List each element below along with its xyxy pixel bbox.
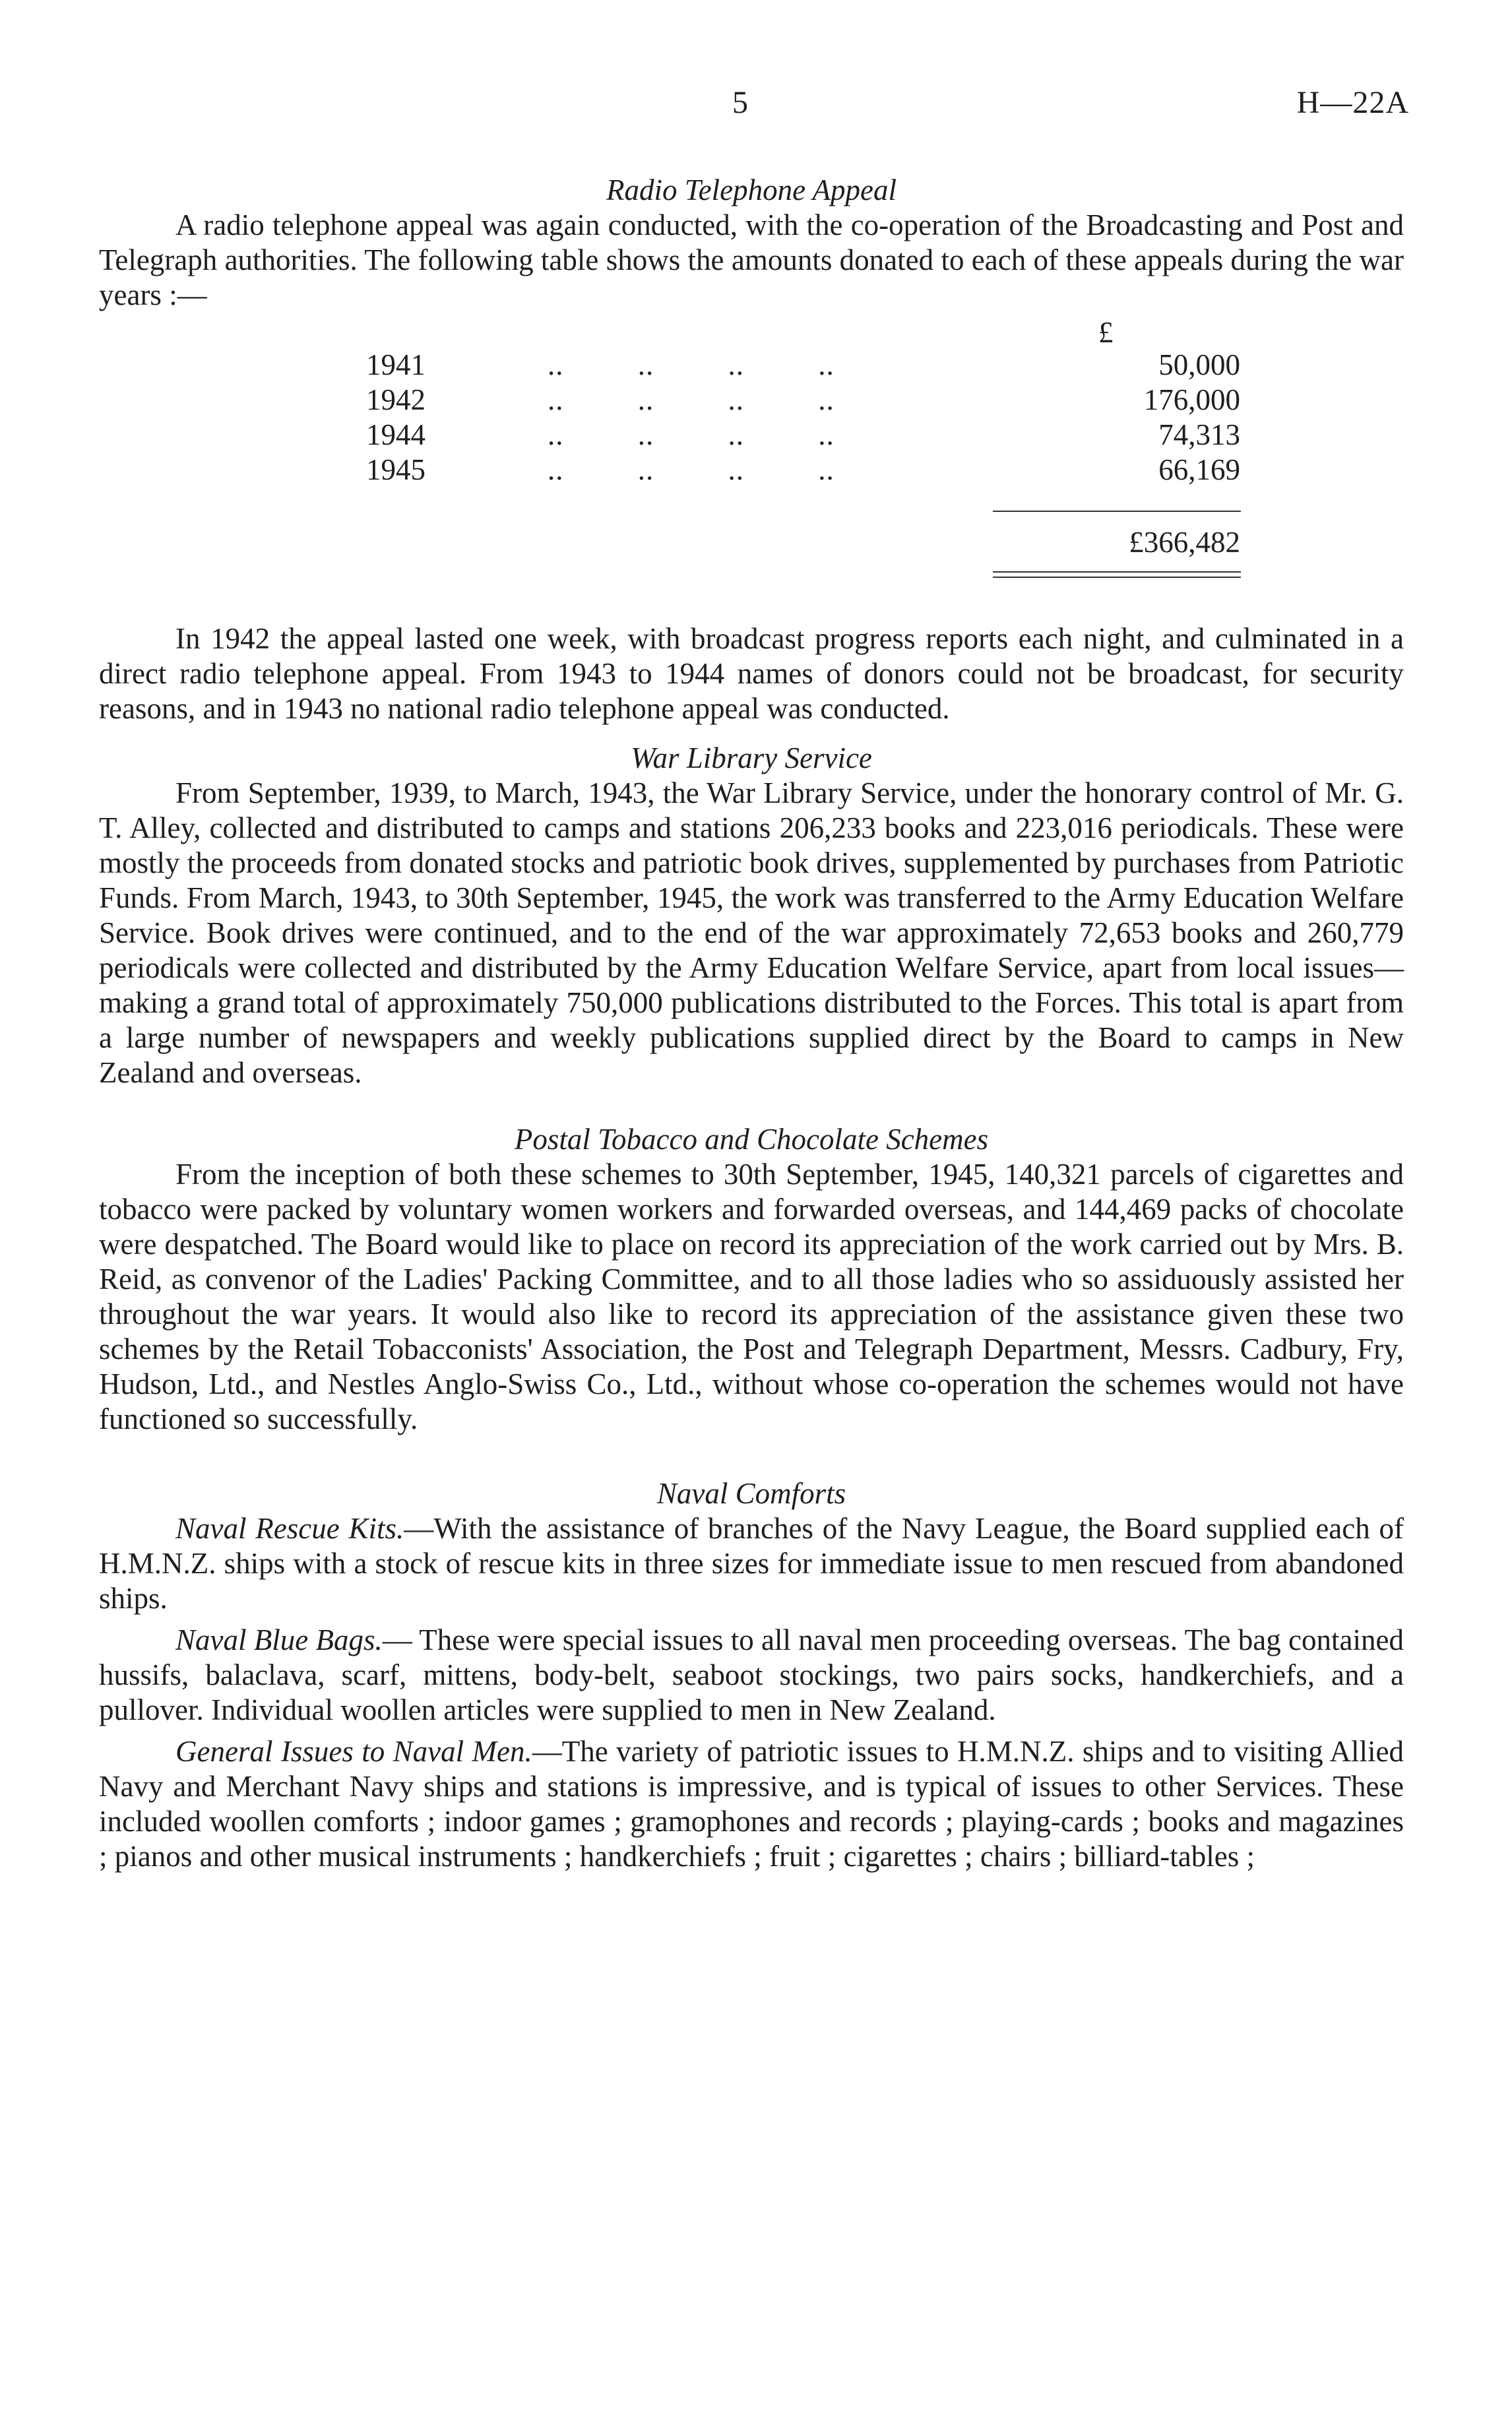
appeal-amounts-table [99,313,1404,590]
table-cell-year: 1944 [366,418,425,451]
document-reference: H—22A [1296,85,1409,120]
table-leader-dots: .. .. .. .. [548,383,835,416]
table-leader-dots: .. .. .. .. [548,348,835,381]
table-leader-dots: .. .. .. .. [548,453,835,486]
table-cell-year: 1945 [366,453,425,486]
naval-rescue-kits-body: —With the assistance of branches of the Navy League, the Board supplied each of H.M.N.Z. ships with a stock of rescue kits in three sizes for immediate issue to men rescued from abandoned ships. [99,1512,1404,1615]
tobacco-chocolate-heading: Postal Tobacco and Chocolate Schemes [514,1123,989,1156]
page-content [99,173,1404,1874]
spacer [99,1437,1404,1476]
table-cell-year: 1942 [366,383,425,416]
war-library-body: From September, 1939, to March, 1943, the War Library Service, under the honorary control of Mr. G. T. Alley, collected and distributed to camps and stations 206,233 books and 223,016 periodicals. These were mostly the proceeds from donated stocks and patriotic book drives, supplemented by purchases from Patriotic Funds. From March, 1943, to 30th September, 1945, the work was transferred to the Army Education Welfare Service. Book drives were continued, and to the end of the war approximately 72,653 books and 260,779 periodicals were collected and distributed by the Army Education Welfare Service, apart from local issues—making a grand total of approximately 750,000 publications distributed to the Forces. This total is apart from a large number of newspapers and weekly publications supplied direct by the Board to camps in New Zealand and overseas. [99,776,1404,1089]
naval-blue-bags-body: — These were special issues to all naval men proceeding overseas. The bag contained hussifs, balaclava, scarf, mittens, body-belt, seaboot stockings, two pairs socks, handkerchiefs, and a pullover. Individual woollen articles were supplied to men in New Zealand. [99,1623,1404,1726]
naval-blue-bags-paragraph [99,1623,1404,1728]
table-row [366,383,1240,418]
table-cell-amount: 66,169 [1158,453,1240,486]
table-row [366,348,1240,383]
naval-blue-bags-title: Naval Blue Bags. [175,1623,383,1656]
table-cell-amount: 176,000 [1143,383,1240,416]
table-cell-amount: 74,313 [1158,418,1240,451]
radio-appeal-summary: In 1942 the appeal lasted one week, with broadcast progress reports each night, and culminated in a direct radio telephone appeal. From 1943 to 1944 names of donors could not be broadcast, for security reasons, and in 1943 no national radio telephone appeal was conducted. [99,622,1404,725]
tobacco-chocolate-body: From the inception of both these schemes to 30th September, 1945, 140,321 parcels of cigarettes and tobacco were packed by voluntary women workers and forwarded overseas, and 144,469 packs of chocolate were despatched. The Board would like to place on record its appreciation of the work carried out by Mrs. B. Reid, as convenor of the Ladies' Packing Committee, and to all those ladies who so assiduously assisted her throughout the war years. It would also like to record its appreciation of the assistance given these two schemes by the Retail Tobacconists' Association, the Post and Telegraph Department, Messrs. Cadbury, Fry, Hudson, Ltd., and Nestles Anglo-Swiss Co., Ltd., without whose co-operation the schemes would not have functioned so successfully. [99,1158,1404,1435]
naval-rescue-kits-title: Naval Rescue Kits. [175,1512,404,1545]
table-leader-dots: .. .. .. .. [548,418,835,451]
table-row [366,418,1240,453]
table-row [366,453,1240,487]
spacer [99,1090,1404,1122]
total-double-rule-upper [993,571,1241,573]
naval-general-issues-body: —The variety of patriotic issues to H.M.N.Z. ships and to visiting Allied Navy and Merchant Navy ships and stations is impressive, and is typical of issues to other Services. These included woollen comforts ; indoor games ; gramophones and records ; playing-cards ; books and magazines ; pianos and other musical instruments ; handkerchiefs ; fruit ; cigarettes ; chairs ; billiard-tables ; [99,1735,1404,1873]
spacer [99,1616,1404,1623]
table-cell-year: 1941 [366,348,425,381]
naval-general-issues-title: General Issues to Naval Men. [175,1735,532,1768]
table-total: £366,482 [1129,526,1240,559]
spacer [99,590,1404,621]
spacer [99,1728,1404,1734]
page-number: 5 [732,85,748,120]
total-double-rule-lower [993,577,1241,578]
war-library-heading: War Library Service [631,741,872,774]
naval-comforts-heading: Naval Comforts [656,1477,846,1510]
page-header [0,84,1512,137]
subtotal-rule [993,511,1241,512]
radio-appeal-intro: A radio telephone appeal was again conducted, with the co-operation of the Broadcasting and Post and Telegraph authorities. The following table shows the amounts donated to each of these appeals during the war years :— [99,208,1404,311]
naval-general-issues-paragraph [99,1734,1404,1874]
naval-rescue-kits-paragraph [99,1511,1404,1616]
currency-column-header: £ [1098,316,1114,349]
spacer [99,726,1404,741]
radio-appeal-heading: Radio Telephone Appeal [606,173,897,206]
table-cell-amount: 50,000 [1158,348,1240,381]
